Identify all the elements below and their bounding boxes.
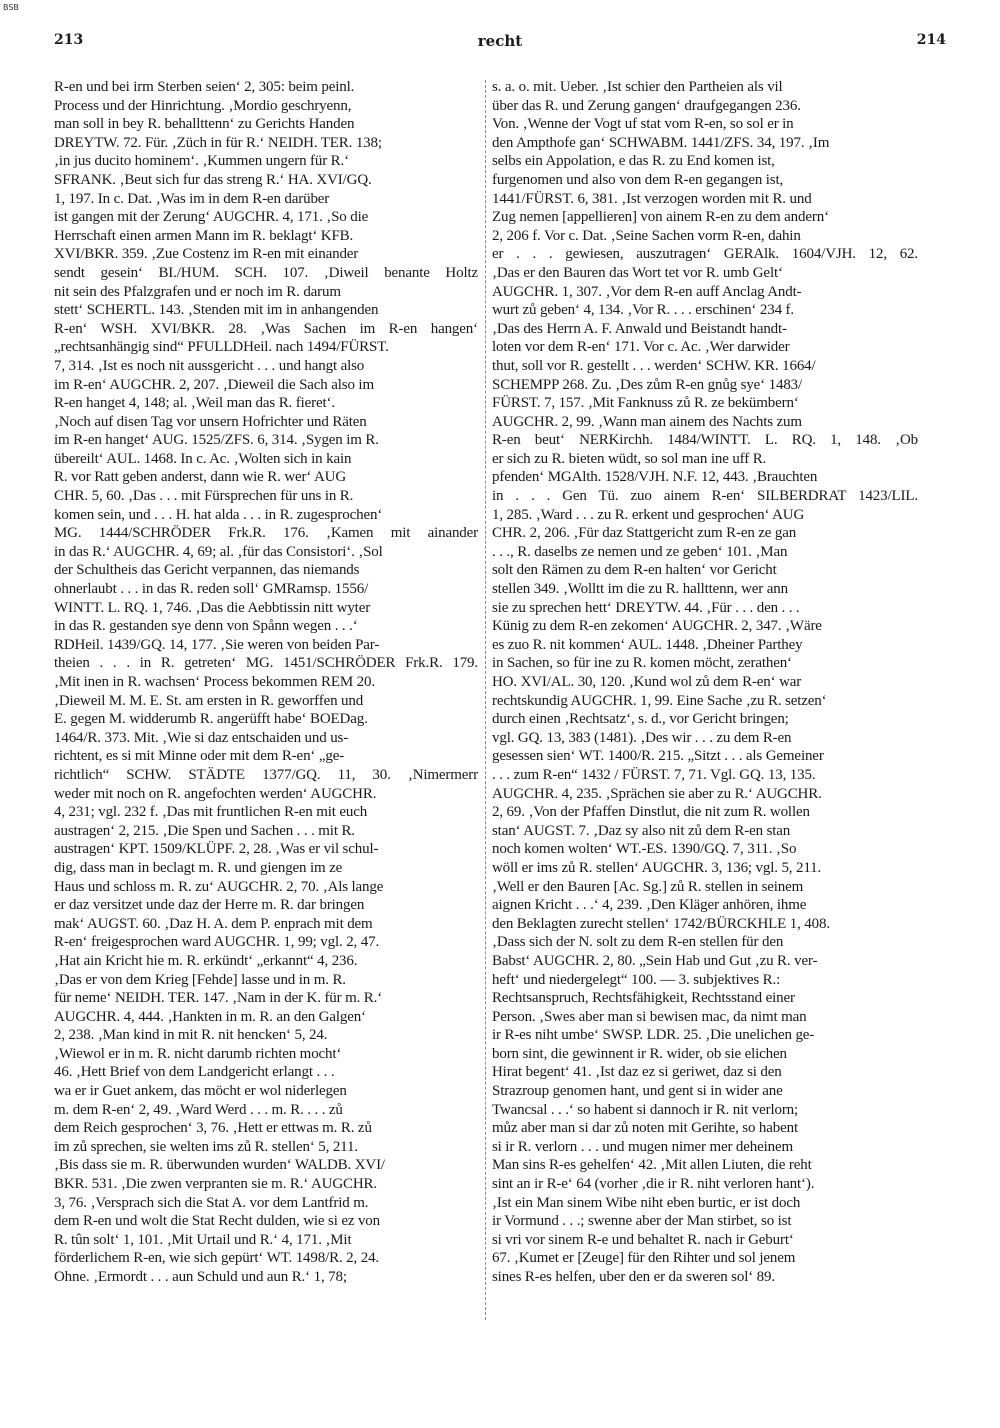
text-line: SCHEMPP 268. Zu. ‚Des zům R-en gnůg sye‘ 1483/: [492, 376, 803, 393]
text-line: Ohne. ‚Ermordt . . . aun Schuld und aun R.‘ 1, 78;: [54, 1269, 347, 1285]
text-line: R-en‘ WSH. XVI/BKR. 28. ‚Was Sachen im R-en hangen‘: [54, 320, 478, 337]
text-line: 2, 238. ‚Man kind in mit R. nit hencken‘ 5, 24.: [54, 1027, 328, 1044]
text-line: über das R. und Zerung gangen‘ draufgegangen 236.: [492, 97, 801, 114]
text-line: R-en beut‘ NERKirchh. 1484/WINTT. L. RQ. 1, 148. ‚Ob: [492, 432, 918, 449]
text-line: MG. 1444/SCHRÖDER Frk.R. 176. ‚Kamen mit ainander: [54, 525, 478, 542]
text-line: stett‘ SCHERTL. 143. ‚Stenden mit im in anhangenden: [54, 302, 379, 319]
text-line: sendt gesein‘ BI./HUM. SCH. 107. ‚Diweil benante Holtz: [54, 264, 478, 281]
text-line: ohnerlaubt . . . in das R. reden soll‘ GMRamsp. 1556/: [54, 581, 369, 598]
text-line: austragen‘ 2, 215. ‚Die Spen und Sachen . . . mit R.: [54, 822, 355, 839]
text-line: ‚Well er den Bauren [Ac. Sg.] zů R. stellen in seinem: [492, 878, 804, 895]
column-divider: [485, 80, 486, 1320]
text-line: in das R.‘ AUGCHR. 4, 69; al. ‚für das Consistori‘. ‚Sol: [54, 543, 383, 560]
text-line: wurt zů geben‘ 4, 134. ‚Vor R. . . . erschinen‘ 234 f.: [492, 302, 794, 319]
text-line: im R-en hanget‘ AUG. 1525/ZFS. 6, 314. ‚Sygen im R.: [54, 432, 379, 449]
text-line: Process und der Hinrichtung. ‚Mordio geschryenn,: [54, 97, 352, 114]
text-line: ‚Bis dass sie m. R. überwunden wurden‘ WALDB. XVI/: [54, 1157, 385, 1174]
text-line: CHR. 5, 60. ‚Das . . . mit Fürsprechen für uns in R.: [54, 488, 354, 505]
text-line: vgl. GQ. 13, 383 (1481). ‚Des wir . . . zu dem R-en: [492, 729, 792, 746]
text-line: AUGCHR. 2, 99. ‚Wann man ainem des Nachts zum: [492, 413, 802, 430]
text-line: 3, 76. ‚Versprach sich die Stat A. vor dem Lantfrid m.: [54, 1194, 369, 1211]
text-line: richtlich“ SCHW. STÄDTE 1377/GQ. 11, 30. ‚Nimermerr: [54, 766, 478, 783]
text-line: rechtskundig AUGCHR. 1, 99. Eine Sache ‚zu R. setzen‘: [492, 692, 827, 709]
text-line: m. dem R-en‘ 2, 49. ‚Ward Werd . . . m. R. . . . zů: [54, 1101, 343, 1118]
text-line: man soll in bey R. behallttenn‘ zu Gerichts Handen: [54, 116, 355, 133]
text-line: nit sein des Pfalzgrafen und er noch im R. darum: [54, 283, 341, 300]
text-line: ‚Mit inen in R. wachsen‘ Process bekommen REM 20.: [54, 674, 375, 690]
text-line: SFRANK. ‚Beut sich fur das streng R.‘ HA. XVI/GQ.: [54, 171, 372, 188]
text-line: Babst‘ AUGCHR. 2, 80. „Sein Hab und Gut ‚zu R. ver-: [492, 952, 818, 969]
text-line: Hirat begent‘ 41. ‚Ist daz ez si geriwet, daz si den: [492, 1064, 782, 1081]
text-line: dem R-en und wolt die Stat Recht dulden, wie si ez von: [54, 1213, 381, 1230]
text-line: . . ., R. daselbs ze nemen und ze geben‘ 101. ‚Man: [492, 543, 788, 560]
right-column: [492, 78, 918, 1287]
text-line: Von. ‚Wenne der Vogt uf stat vom R-en, so sol er in: [492, 116, 794, 133]
text-line: in das R. gestanden sye denn von Spånn wegen . . .‘: [54, 618, 358, 635]
text-line: sie zu sprechen hett‘ DREYTW. 44. ‚Für . . . den . . .: [492, 599, 800, 616]
text-line: FÜRST. 7, 157. ‚Mit Fanknuss zů R. ze bekümbern‘: [492, 395, 799, 412]
text-line: RDHeil. 1439/GQ. 14, 177. ‚Sie weren von beiden Par-: [54, 636, 380, 653]
text-line: BKR. 531. ‚Die zwen verpranten sie m. R.‘ AUGCHR.: [54, 1176, 378, 1193]
text-line: ist gangen mit der Zerung‘ AUGCHR. 4, 171. ‚So die: [54, 209, 369, 226]
text-line: sint an ir R-e‘ 64 (vorher ‚die ir R. niht verloren hant‘).: [492, 1176, 815, 1193]
text-line: Man sins R-es gehelfen‘ 42. ‚Mit allen Liuten, die reht: [492, 1157, 812, 1174]
text-line: heft‘ und niedergelegt“ 100. — 3. subjektives R.:: [492, 971, 781, 988]
text-line: R-en hanget 4, 148; al. ‚Weil man das R. fieret‘.: [54, 395, 335, 412]
text-line: ‚Noch auf disen Tag vor unsern Hofrichter und Räten: [54, 413, 367, 430]
text-line: loten vor dem R-en‘ 171. Vor c. Ac. ‚Wer darwider: [492, 339, 790, 356]
text-line: 1441/FÜRST. 6, 381. ‚Ist verzogen worden mit R. und: [492, 190, 812, 207]
text-line: Herrschaft einen armen Mann im R. beklagt‘ KFB.: [54, 227, 354, 244]
text-line: Strazroup genomen hant, und gent si in wider ane: [492, 1083, 783, 1100]
text-line: für neme‘ NEIDH. TER. 147. ‚Nam in der K. für m. R.‘: [54, 990, 383, 1007]
text-line: ‚Dass sich der N. solt zu dem R-en stellen für den: [492, 934, 784, 951]
text-line: AUGCHR. 1, 307. ‚Vor dem R-en auff Anclag Andt-: [492, 283, 802, 300]
text-line: den Beklagten zurecht stellen‘ 1742/BÜRCKHLE 1, 408.: [492, 915, 830, 932]
text-line: mak‘ AUGST. 60. ‚Daz H. A. dem P. enprach mit dem: [54, 915, 373, 932]
text-line: austragen‘ KPT. 1509/KLÜPF. 2, 28. ‚Was er vil schul-: [54, 841, 379, 858]
text-line: gesessen sien‘ WT. 1400/R. 215. „Sitzt . . . als Gemeiner: [492, 748, 824, 765]
text-line: den Ampthofe gan‘ SCHWABM. 1441/ZFS. 34, 197. ‚Im: [492, 134, 830, 151]
text-line: noch komen wolten‘ WT.-ES. 1390/GQ. 7, 311. ‚So: [492, 841, 797, 858]
text-line: 1, 285. ‚Ward . . . zu R. erkent und gesprochen‘ AUG: [492, 506, 805, 523]
text-line: ir R-es niht umbe‘ SWSP. LDR. 25. ‚Die unelichen ge-: [492, 1027, 815, 1044]
text-line: dem Reich gesprochen‘ 3, 76. ‚Hett er ettwas m. R. zů: [54, 1120, 372, 1137]
library-mark: BSB: [3, 3, 19, 12]
text-line: übereilt‘ AUL. 1468. In c. Ac. ‚Wolten sich in kain: [54, 450, 352, 467]
text-line: ‚Ist ein Man sinem Wibe niht eben burtic, er ist doch: [492, 1194, 801, 1211]
text-line: 46. ‚Hett Brief von dem Landgericht erlangt . . .: [54, 1064, 335, 1081]
text-line: 2, 69. ‚Von der Pfaffen Dinstlut, die nit zum R. wollen: [492, 804, 810, 821]
text-line: DREYTW. 72. Für. ‚Züch in für R.‘ NEIDH. TER. 138;: [54, 134, 382, 151]
text-line: wa er ir Guet ankem, das möcht er wol niderlegen: [54, 1083, 347, 1100]
text-line: Künig zu dem R-en zekomen‘ AUGCHR. 2, 347. ‚Wäre: [492, 618, 822, 635]
text-line: R. tûn solt‘ 1, 101. ‚Mit Urtail und R.‘ 4, 171. ‚Mit: [54, 1231, 352, 1248]
text-line: in . . . Gen Tü. zuo ainem R-en‘ SILBERDRAT 1423/LIL.: [492, 488, 918, 505]
text-line: stan‘ AUGST. 7. ‚Daz sy also nit zů dem R-en stan: [492, 822, 791, 839]
text-line: můz aber man si dar zů noten mit Gerihte, so habent: [492, 1120, 799, 1137]
text-line: weder mit noch on R. angefochten werden‘ AUGCHR.: [54, 785, 377, 802]
text-line: . . . zum R-en“ 1432 / FÜRST. 7, 71. Vgl. GQ. 13, 135.: [492, 766, 816, 783]
text-line: ‚Das er den Bauren das Wort tet vor R. umb Gelt‘: [492, 264, 783, 281]
text-line: es zuo R. nit kommen‘ AUL. 1448. ‚Dheiner Parthey: [492, 636, 803, 653]
text-line: si ir R. verlorn . . . und mugen nimer mer deheinem: [492, 1138, 794, 1155]
text-line: born sint, die gewinnent ir R. wider, ob sie elichen: [492, 1045, 787, 1062]
headword: recht: [477, 32, 523, 50]
text-line: er . . . gewiesen, auszutragen‘ GERAlk. 1604/VJH. 12, 62.: [492, 246, 918, 263]
page-number-left: 213: [54, 32, 84, 48]
text-line: Twancsal . . .‘ so habent si dannoch ir R. nit verlorn;: [492, 1101, 799, 1118]
text-line: „rechtsanhängig sind“ PFULLDHeil. nach 1494/FÜRST.: [54, 339, 389, 356]
text-line: ir Vormund . . .; swenne aber der Man stirbet, so ist: [492, 1213, 792, 1230]
text-line: 67. ‚Kumet er [Zeuge] für den Rihter und sol jenem: [492, 1250, 796, 1267]
text-line: si vri vor sinem R-e und behaltet R. nach ir Geburt‘: [492, 1231, 794, 1248]
text-line: der Schultheis das Gericht verpannen, das niemands: [54, 562, 360, 579]
text-line: er daz versitzet unde daz der Herre m. R. dar bringen: [54, 897, 365, 914]
text-line: 1, 197. In c. Dat. ‚Was im in dem R-en darüber: [54, 190, 330, 207]
text-line: theien . . . in R. getreten‘ MG. 1451/SCHRÖDER Frk.R. 179.: [54, 655, 478, 672]
text-line: thut, soll vor R. gestellt . . . werden‘ SCHW. KR. 1664/: [492, 357, 816, 374]
text-line: Zug nemen [appellieren] von ainem R-en zu dem andern‘: [492, 209, 829, 226]
text-line: durch einen ‚Rechtsatz‘, s. d., vor Gericht bringen;: [492, 711, 789, 728]
text-line: im zů sprechen, sie welten ims zů R. stellen‘ 5, 211.: [54, 1138, 358, 1155]
text-line: aignen Kricht . . .‘ 4, 239. ‚Den Kläger anhören, ihme: [492, 897, 807, 914]
text-line: AUGCHR. 4, 235. ‚Sprächen sie aber zu R.‘ AUGCHR.: [492, 785, 822, 802]
text-line: ‚Das des Herrn A. F. Anwald und Beistandt handt-: [492, 320, 787, 337]
page-number-right: 214: [916, 32, 946, 48]
text-line: XVI/BKR. 359. ‚Zue Costenz im R-en mit einander: [54, 246, 359, 263]
text-line: WINTT. L. RQ. 1, 746. ‚Das die Aebbtissin nitt wyter: [54, 599, 371, 616]
text-line: R. vor Ratt geben anderst, dann wie R. wer‘ AUG: [54, 469, 347, 486]
text-line: 4, 231; vgl. 232 f. ‚Das mit fruntlichen R-en mit euch: [54, 804, 368, 821]
text-line: Person. ‚Swes aber man si bewisen mac, da nimt man: [492, 1008, 807, 1025]
text-line: dig, dass man in beclagt m. R. und giengen im ze: [54, 859, 343, 876]
page-header: [54, 32, 946, 54]
text-line: 7, 314. ‚Ist es noch nit aussgericht . . . und hangt also: [54, 357, 365, 374]
text-line: HO. XVI/AL. 30, 120. ‚Kund wol zů dem R-en‘ war: [492, 674, 802, 690]
text-line: stellen 349. ‚Wolltt im die zu R. hallttenn, wer ann: [492, 581, 788, 598]
text-line: wöll er ims zů R. stellen‘ AUGCHR. 3, 136; vgl. 5, 211.: [492, 859, 822, 876]
text-line: solt den Rämen zu dem R-en halten‘ vor Gericht: [492, 562, 777, 579]
text-line: R-en‘ freigesprochen ward AUGCHR. 1, 99; vgl. 2, 47.: [54, 934, 380, 951]
text-line: Haus und schloss m. R. zu‘ AUGCHR. 2, 70. ‚Als lange: [54, 878, 384, 895]
text-line: R-en und bei irm Sterben seien‘ 2, 305: beim peinl.: [54, 79, 355, 95]
text-line: CHR. 2, 206. ‚Für daz Stattgericht zum R-en ze gan: [492, 525, 797, 542]
text-line: ‚Das er von dem Krieg [Fehde] lasse und in m. R.: [54, 971, 346, 988]
text-line: sines R-es helfen, uber den er da sweren sol‘ 89.: [492, 1269, 775, 1285]
text-line: E. gegen M. widderumb R. angerüfft habe‘ BOEDag.: [54, 711, 368, 728]
text-line: ‚in jus ducito hominem‘. ‚Kummen ungern für R.‘: [54, 153, 349, 170]
text-line: pfenden‘ MGAlth. 1528/VJH. N.F. 12, 443. ‚Brauchten: [492, 469, 818, 486]
text-line: 1464/R. 373. Mit. ‚Wie si daz entschaiden und us-: [54, 729, 349, 746]
text-line: komen sein, und . . . H. hat alda . . . in R. zugesprochen‘: [54, 506, 383, 523]
text-line: ‚Hat ain Kricht hie m. R. erkündt‘ „erkannt“ 4, 236.: [54, 952, 358, 969]
text-line: furgenomen und also von dem R-en gegangen ist,: [492, 171, 784, 188]
text-line: 2, 206 f. Vor c. Dat. ‚Seine Sachen vorm R-en, dahin: [492, 227, 801, 244]
text-line: in Sachen, so für ine zu R. komen möcht, zerathen‘: [492, 655, 792, 672]
text-line: förderlichem R-en, wie sich gepürt‘ WT. 1498/R. 2, 24.: [54, 1250, 380, 1267]
text-line: ‚Dieweil M. M. E. St. am ersten in R. geworffen und: [54, 692, 364, 709]
text-line: im R-en‘ AUGCHR. 2, 207. ‚Dieweil die Sach also im: [54, 376, 374, 393]
text-line: selbs ein Appolation, e das R. zu End komen ist,: [492, 153, 775, 170]
left-column: [54, 78, 478, 1287]
text-line: s. a. o. mit. Ueber. ‚Ist schier den Partheien als vil: [492, 79, 783, 95]
text-line: Rechtsanspruch, Rechtsfähigkeit, Rechtsstand einer: [492, 990, 795, 1007]
text-line: ‚Wiewol er in m. R. nicht darumb richten mocht‘: [54, 1045, 342, 1062]
text-line: AUGCHR. 4, 444. ‚Hankten in m. R. an den Galgen‘: [54, 1008, 366, 1025]
text-line: er sich zu R. bieten wüdt, so sol man ine uff R.: [492, 450, 767, 467]
text-line: richtent, es si mit Minne oder mit dem R-en‘ „ge-: [54, 748, 345, 765]
